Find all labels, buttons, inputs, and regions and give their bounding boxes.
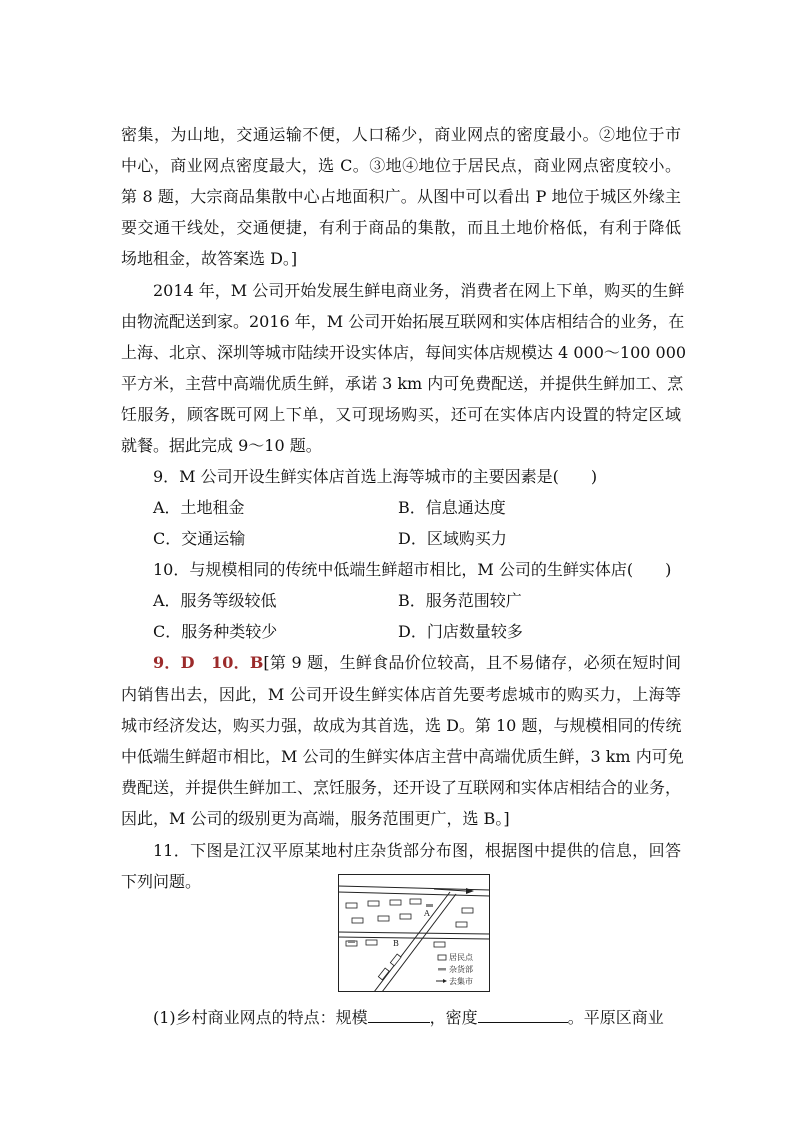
q10-option-c: C．服务种类较少 <box>153 622 278 641</box>
q11-sub1-text-2: ，密度 <box>429 1008 478 1027</box>
answer-line-1 <box>153 653 681 673</box>
answer-key: 9．D 10．B <box>153 653 264 672</box>
q9-option-c: C．交通运输 <box>153 529 246 548</box>
para2-line-1: 2014 年，M 公司开始发展生鲜电商业务，消费者在网上下单，购买的生鲜 <box>153 281 685 300</box>
para2-line-5: 饪服务，顾客既可网上下单，又可现场购买，还可在实体店内设置的特定区域 <box>121 405 681 424</box>
q10-option-d: D．门店数量较多 <box>398 622 523 641</box>
answer-first-rest: [第 9 题，生鲜食品价位较高，且不易储存，必须在短时间 <box>263 653 681 672</box>
q11-sub1-text-1: (1)乡村商业网点的特点：规模 <box>153 1008 368 1027</box>
para2-line-6: 就餐。据此完成 9～10 题。 <box>121 436 322 455</box>
q9-option-a: A．土地租金 <box>153 498 245 517</box>
para1-line-1: 密集，为山地，交通运输不便，人口稀少，商业网点的密度最小。②地位于市 <box>121 125 681 144</box>
para2-line-3: 上海、北京、深圳等城市陆续开设实体店，每间实体店规模达 4 000～100 000 <box>121 343 687 362</box>
q11-line-2: 下列问题。 <box>121 872 202 891</box>
q10-option-b: B．服务范围较广 <box>398 591 522 610</box>
q11-sub1-text-3: 。平原区商业 <box>567 1008 664 1027</box>
village-store-map <box>338 874 490 992</box>
blank-density[interactable] <box>478 1008 568 1023</box>
label-a: A <box>424 909 430 918</box>
store-marker <box>426 904 433 907</box>
answer-line-3: 城市经济发达，购买力强，故成为其首选，选 D。第 10 题，与规模相同的传统 <box>121 716 682 735</box>
q9-option-b: B．信息通达度 <box>398 498 506 517</box>
q10-stem: 10．与规模相同的传统中低端生鲜超市相比，M 公司的生鲜实体店( ) <box>153 560 672 579</box>
legend-store-symbol <box>438 968 446 971</box>
para1-line-4: 要交通干线处，交通便捷，有利于商品的集散，而且土地价格低，有利于降低 <box>121 218 681 237</box>
q11-sub1 <box>153 1008 681 1028</box>
q10-option-a: A．服务等级较低 <box>153 591 277 610</box>
blank-scale[interactable] <box>368 1008 430 1023</box>
label-b: B <box>393 939 399 948</box>
legend-residential-symbol <box>438 955 446 960</box>
map-legend <box>436 952 474 986</box>
legend-residential: 居民点 <box>449 953 473 962</box>
para2-line-2: 由物流配送到家。2016 年，M 公司开始拓展互联网和实体店相结合的业务，在 <box>121 312 685 331</box>
legend-market: 去集市 <box>449 977 473 986</box>
para1-line-3: 第 8 题，大宗商品集散中心占地面积广。从图中可以看出 P 地位于城区外缘主 <box>121 187 681 206</box>
q9-stem: 9．M 公司开设生鲜实体店首选上海等城市的主要因素是( ) <box>153 467 598 486</box>
para2-line-4: 平方米，主营中高端优质生鲜，承诺 3 km 内可免费配送，并提供生鲜加工、烹 <box>121 374 684 393</box>
para1-line-2: 中心，商业网点密度最大，选 C。③地④地位于居民点，商业网点密度较小。 <box>121 156 681 175</box>
q9-option-d: D．区域购买力 <box>398 529 507 548</box>
para1-line-5: 场地租金，故答案选 D。] <box>121 249 298 268</box>
answer-line-5: 费配送，并提供生鲜加工、烹饪服务，还开设了互联网和实体店相结合的业务， <box>121 778 682 797</box>
legend-store: 杂货部 <box>449 965 473 974</box>
answer-line-6: 因此，M 公司的级别更为高端，服务范围更广，选 B。] <box>121 809 510 828</box>
answer-line-4: 中低端生鲜超市相比，M 公司的生鲜实体店主营中高端优质生鲜，3 km 内可免 <box>121 747 684 766</box>
q11-line-1: 11．下图是江汉平原某地村庄杂货部分布图，根据图中提供的信息，回答 <box>153 841 681 860</box>
answer-line-2: 内销售出去，因此，M 公司开设生鲜实体店首先要考虑城市的购买力，上海等 <box>121 685 681 704</box>
store-marker <box>348 940 355 943</box>
